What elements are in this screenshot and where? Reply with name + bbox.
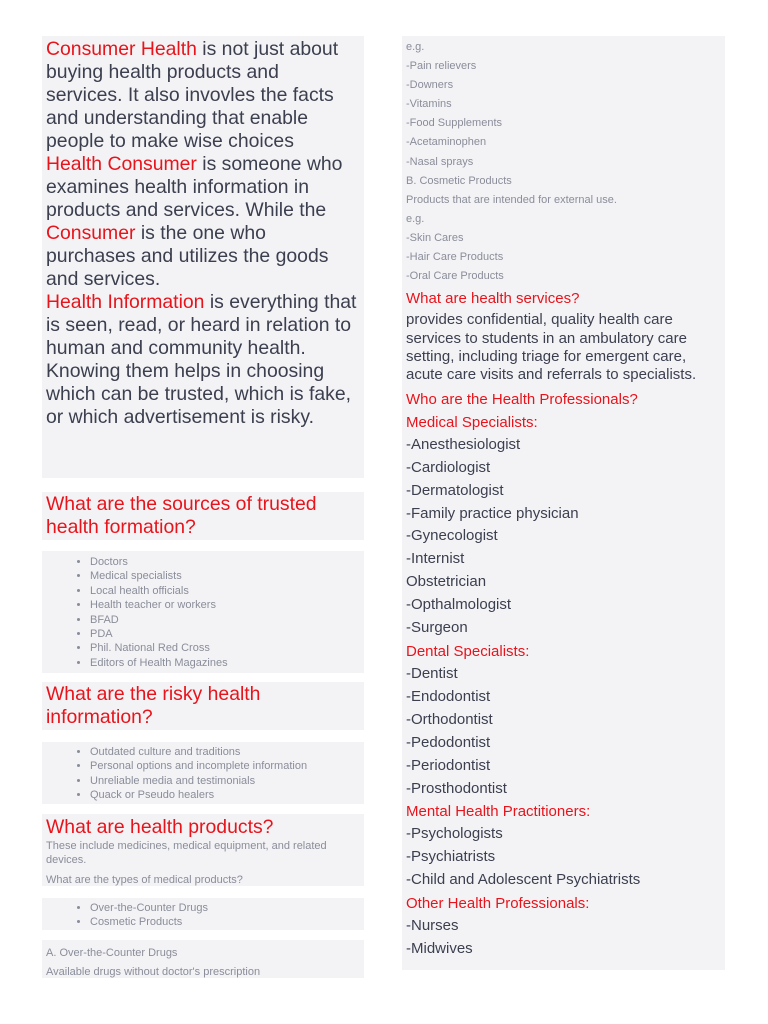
list-item: e.g.	[406, 212, 425, 225]
otc-block	[42, 940, 364, 978]
health-information-term: Health Information	[46, 291, 205, 313]
cosmetic-heading: B. Cosmetic Products	[406, 174, 512, 187]
list-item: • Health teacher or workers	[90, 598, 364, 612]
consumer-term: Consumer	[46, 222, 136, 244]
risky-question: What are the risky health information?	[46, 683, 261, 728]
list-item: • PDA	[90, 627, 364, 641]
list-item: -Nasal sprays	[406, 155, 474, 168]
risky-list	[42, 745, 364, 803]
list-item: -Pain relievers	[406, 60, 477, 73]
list-item: -Periodontist	[406, 756, 491, 774]
intro-definitions	[42, 36, 364, 478]
list-item: -Midwives	[406, 940, 473, 958]
list-item: -Nurses	[406, 917, 459, 935]
list-item: • Medical specialists	[90, 569, 364, 583]
medical-specialists-heading: Medical Specialists:	[406, 413, 538, 431]
list-item: -Oral Care Products	[406, 270, 504, 283]
services-question: What are health services?	[406, 290, 580, 308]
otc-description: Available drugs without doctor's prescription	[46, 966, 261, 978]
consumer-health-text: is not just about buying health products and services. It also invovles the facts and understanding that enable people to make wise choices	[46, 38, 339, 152]
list-item: -Hair Care Products	[406, 251, 504, 264]
list-item: -Prosthodontist	[406, 779, 507, 797]
sources-list	[42, 555, 364, 670]
list-item: • Outdated culture and traditions	[90, 745, 364, 759]
consumer-health-definition	[46, 38, 360, 153]
list-item: -Orthodontist	[406, 710, 493, 728]
list-item: -Endodontist	[406, 687, 491, 705]
list-item: • Doctors	[90, 555, 364, 569]
list-item: -Internist	[406, 550, 465, 568]
consumer-health-term: Consumer Health	[46, 38, 197, 60]
list-item: -Pedodontist	[406, 733, 491, 751]
list-item: -Child and Adolescent Psychiatrists	[406, 871, 641, 889]
products-description: These include medicines, medical equipment, and related devices.	[46, 840, 327, 866]
right-column-block	[402, 36, 725, 970]
list-item: -Food Supplements	[406, 117, 502, 130]
health-information-definition	[46, 291, 360, 429]
list-item: • Over-the-Counter Drugs	[90, 901, 364, 915]
types-list	[42, 901, 364, 930]
list-item: • Editors of Health Magazines	[90, 656, 364, 670]
sources-question-block	[42, 492, 364, 540]
health-consumer-term: Health Consumer	[46, 153, 197, 175]
list-item: -Psychiatrists	[406, 848, 496, 866]
products-block	[42, 814, 364, 886]
dental-specialists-heading: Dental Specialists:	[406, 643, 530, 660]
list-item: -Dermatologist	[406, 481, 504, 499]
sources-question: What are the sources of trusted health formation?	[46, 493, 317, 538]
list-item: -Skin Cares	[406, 231, 464, 244]
list-item: • Phil. National Red Cross	[90, 641, 364, 655]
list-item: • Cosmetic Products	[90, 915, 364, 929]
list-item: Obstetrician	[406, 573, 487, 591]
list-item: -Opthalmologist	[406, 596, 512, 614]
list-item: -Gynecologist	[406, 527, 498, 545]
list-item: • Quack or Pseudo healers	[90, 788, 364, 802]
list-item: • Local health officials	[90, 584, 364, 598]
other-professionals-heading: Other Health Professionals:	[406, 895, 590, 913]
list-item: -Family practice physician	[406, 504, 579, 522]
services-answer: provides confidential, quality health care services to students in an ambulatory care setting, including triage for emergent care, acute care visits and referrals to specialists.	[406, 311, 697, 384]
risky-question-block	[42, 682, 364, 730]
mental-health-heading: Mental Health Practitioners:	[406, 803, 591, 821]
list-item: -Psychologists	[406, 825, 503, 843]
types-list-block	[42, 898, 364, 930]
types-question: What are the types of medical products?	[46, 874, 243, 886]
products-question: What are health products?	[46, 816, 274, 838]
sources-list-block	[42, 551, 364, 673]
health-consumer-text: is someone who examines health information in products and services. While the	[46, 153, 343, 221]
consumer-text: is the one who purchases and utilizes the goods and services.	[46, 222, 329, 290]
list-item: -Anesthesiologist	[406, 435, 521, 453]
list-item: -Surgeon	[406, 619, 468, 637]
list-item: • Unreliable media and testimonials	[90, 774, 364, 788]
otc-heading: A. Over-the-Counter Drugs	[46, 947, 178, 959]
list-item: -Acetaminophen	[406, 136, 487, 149]
health-information-text: is everything that is seen, read, or heard in relation to human and community health. Knowing them helps in choosing which can be trusted, which is fake, or which advertisement is risky.	[46, 291, 357, 428]
list-item: -Cardiologist	[406, 458, 491, 476]
risky-list-block	[42, 742, 364, 804]
health-consumer-definition	[46, 153, 360, 291]
list-item: -Dentist	[406, 665, 458, 682]
list-item: • Personal options and incomplete information	[90, 759, 364, 773]
list-item: -Vitamins	[406, 98, 452, 111]
cosmetic-description: Products that are intended for external use.	[406, 193, 617, 206]
list-item: • BFAD	[90, 613, 364, 627]
professionals-question: Who are the Health Professionals?	[406, 390, 638, 408]
list-item: e.g.	[406, 41, 425, 53]
list-item: -Downers	[406, 79, 454, 92]
